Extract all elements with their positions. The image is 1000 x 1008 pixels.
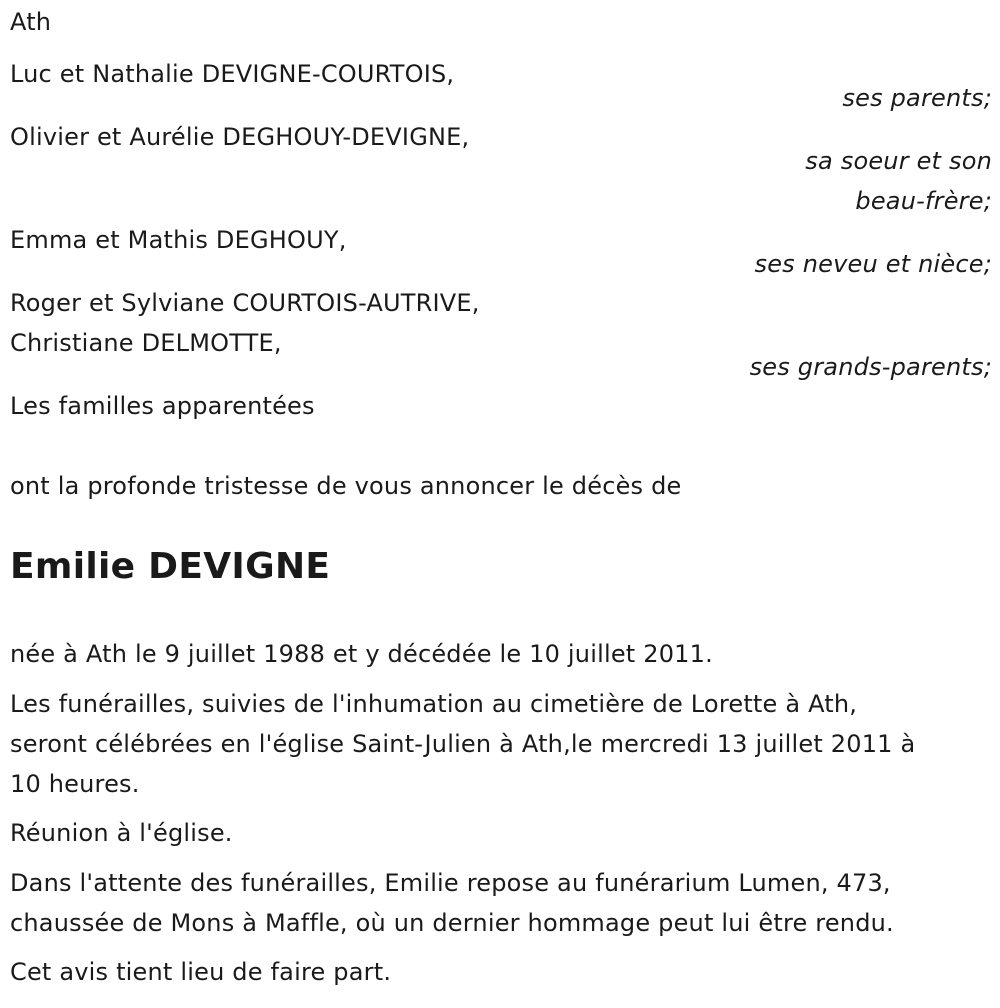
family-nephew-names: Emma et Mathis DEGHOUY,	[10, 226, 347, 254]
funeral-text-1: Les funérailles, suivies de l'inhumation au cimetière de Lorette à Ath,	[10, 690, 858, 718]
birth-death-text: née à Ath le 9 juillet 1988 et y décédée le 10 juillet 2011.	[10, 640, 713, 668]
family-parents-relation: ses parents;	[842, 84, 992, 112]
repose-text-2: chaussée de Mons à Maffle, où un dernier hommage peut lui être rendu.	[10, 909, 894, 937]
family-parents-names: Luc et Nathalie DEVIGNE-COURTOIS,	[10, 60, 455, 88]
family-grandparents-relation: ses grands-parents;	[749, 353, 992, 381]
meeting-text: Réunion à l'église.	[10, 819, 233, 847]
announcement-text: ont la profonde tristesse de vous annoncer le décès de	[10, 472, 682, 500]
family-sister-relation-line2: beau-frère;	[855, 187, 992, 215]
deceased-name: Emilie DEVIGNE	[10, 546, 331, 587]
city-heading: Ath	[10, 8, 52, 36]
family-sister-relation-line1: sa soeur et son	[805, 147, 992, 175]
family-nephew-relation: ses neveu et nièce;	[754, 250, 992, 278]
funeral-text-2: seront célébrées en l'église Saint-Julien à Ath,le mercredi 13 juillet 2011 à	[10, 730, 916, 758]
related-families: Les familles apparentées	[10, 392, 315, 420]
family-grandparents-names-2: Christiane DELMOTTE,	[10, 329, 282, 357]
repose-text-1: Dans l'attente des funérailles, Emilie repose au funérarium Lumen, 473,	[10, 869, 891, 897]
funeral-text-3: 10 heures.	[10, 770, 140, 798]
family-grandparents-names-1: Roger et Sylviane COURTOIS-AUTRIVE,	[10, 289, 480, 317]
closing-text: Cet avis tient lieu de faire part.	[10, 958, 392, 986]
family-sister-names: Olivier et Aurélie DEGHOUY-DEVIGNE,	[10, 123, 470, 151]
